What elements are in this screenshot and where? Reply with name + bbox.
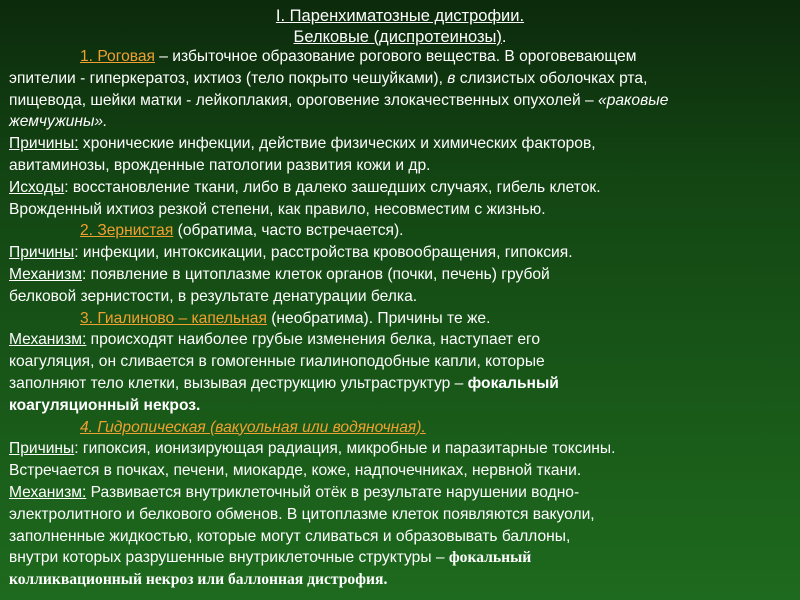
section1-causes-text1: хронические инфекции, действие физических и химических факторов, — [78, 135, 596, 153]
section4-mechanism-line3: заполненные жидкостью, которые могут сливаться и образовывать баллоны, — [9, 527, 571, 545]
section3-mechanism-line4: коагуляционный некроз. — [9, 396, 201, 414]
section4-heading: 4. Гидропическая (вакуольная или водяночная). — [80, 418, 426, 436]
section2-causes-label: Причины — [9, 244, 75, 262]
section4-mechanism-text1: Развивается внутриклеточный отёк в результате нарушении водно- — [86, 483, 580, 501]
section3-mechanism-text3: заполняют тело клетки, вызывая деструкцию ультраструктур – — [9, 374, 468, 392]
section1-causes-label: Причины: — [9, 135, 79, 153]
section1-causes-line1 — [9, 133, 794, 155]
section1-line3-italic: «раковые — [598, 91, 669, 109]
section2-causes-text: : инфекции, интоксикации, расстройства кровообращения, гипоксия. — [74, 244, 573, 262]
section3-heading-line — [9, 308, 794, 330]
section2-mechanism-label: Механизм — [9, 265, 82, 283]
section2-causes-line — [9, 242, 794, 264]
section4-causes-text: : гипоксия, ионизирующая радиация, микробные и паразитарные токсины. — [74, 440, 616, 458]
section1-causes-line2: авитаминозы, врожденные патологии развития кожи и др. — [9, 156, 431, 174]
section2-heading-rest: (обратима, часто встречается). — [173, 222, 404, 240]
section3-mechanism-label: Механизм: — [9, 331, 87, 349]
section4-mechanism-bold4: фокальный — [448, 549, 532, 567]
section3-mechanism-line2: коагуляция, он сливается в гомогенные гиалиноподобные капли, которые — [9, 353, 545, 371]
section4-occurs-line: Встречается в почках, печени, миокарде, коже, надпочечниках, нервной ткани. — [9, 462, 582, 480]
section2-mechanism-text1: : появление в цитоплазме клеток органов (почки, печень) грубой — [81, 265, 550, 283]
slide-title — [0, 6, 800, 48]
section1-outcomes-text1: : восстановление ткани, либо в далеко зашедших случаях, гибель клеток. — [64, 178, 601, 196]
section1-heading: 1. Роговая — [80, 48, 155, 65]
section2-heading-line — [9, 220, 794, 242]
slide-body — [9, 46, 794, 591]
section4-mechanism-line5: колликвационный некроз или баллонная дистрофия. — [9, 571, 388, 589]
section4-mechanism-line1 — [9, 482, 794, 504]
section4-heading-line — [9, 417, 794, 439]
section3-heading: 3. Гиалиново – капельная — [80, 309, 267, 327]
section4-mechanism-line4 — [9, 547, 794, 569]
section1-outcomes-label: Исходы — [9, 178, 65, 196]
section1-intro-line — [9, 46, 794, 68]
section2-heading: 2. Зернистая — [80, 222, 174, 240]
section1-line3 — [9, 90, 794, 112]
title-line-1: I. Паренхиматозные дистрофии. — [275, 7, 525, 25]
section2-mechanism-line1 — [9, 264, 794, 286]
section3-mechanism-bold3: фокальный — [467, 374, 559, 392]
section1-line3-text: пищевода, шейки матки - лейкоплакия, ороговение злокачественных опухолей – — [9, 91, 599, 109]
section1-line2-text: эпителии - гиперкератоз, ихтиоз (тело покрыто чешуйками), — [9, 69, 448, 87]
section4-mechanism-line2: электролитного и белкового обменов. В цитоплазме клеток появляются вакуоли, — [9, 505, 595, 523]
section1-line1-text: – избыточное образование рогового вещества. В ороговевающем — [154, 48, 637, 65]
section3-heading-rest: (необратима). Причины те же. — [266, 309, 491, 327]
title-subtitle: Белковые (диспротеинозы) — [293, 28, 502, 46]
section3-mechanism-line1 — [9, 329, 794, 351]
section3-mechanism-line3 — [9, 373, 794, 395]
section1-line4: жемчужины». — [9, 113, 108, 131]
section1-line2-italic: в — [447, 69, 456, 87]
section1-outcomes-line1 — [9, 177, 794, 199]
section3-mechanism-text1: происходят наиболее грубые изменения белка, наступает его — [86, 331, 541, 349]
section1-line2-rest: слизистых оболочках рта, — [455, 69, 648, 87]
section1-outcomes-line2: Врожденный ихтиоз резкой степени, как правило, несовместим с жизнью. — [9, 200, 546, 218]
section1-line2 — [9, 68, 794, 90]
section4-causes-line — [9, 438, 794, 460]
title-period: . — [501, 28, 507, 46]
section4-causes-label: Причины — [9, 440, 75, 458]
title-line-2 — [0, 27, 800, 48]
section2-mechanism-line2: белковой зернистости, в результате денатурации белка. — [9, 287, 418, 305]
section4-mechanism-text4: внутри которых разрушенные внутриклеточные структуры – — [9, 549, 449, 567]
section4-mechanism-label: Механизм: — [9, 483, 87, 501]
